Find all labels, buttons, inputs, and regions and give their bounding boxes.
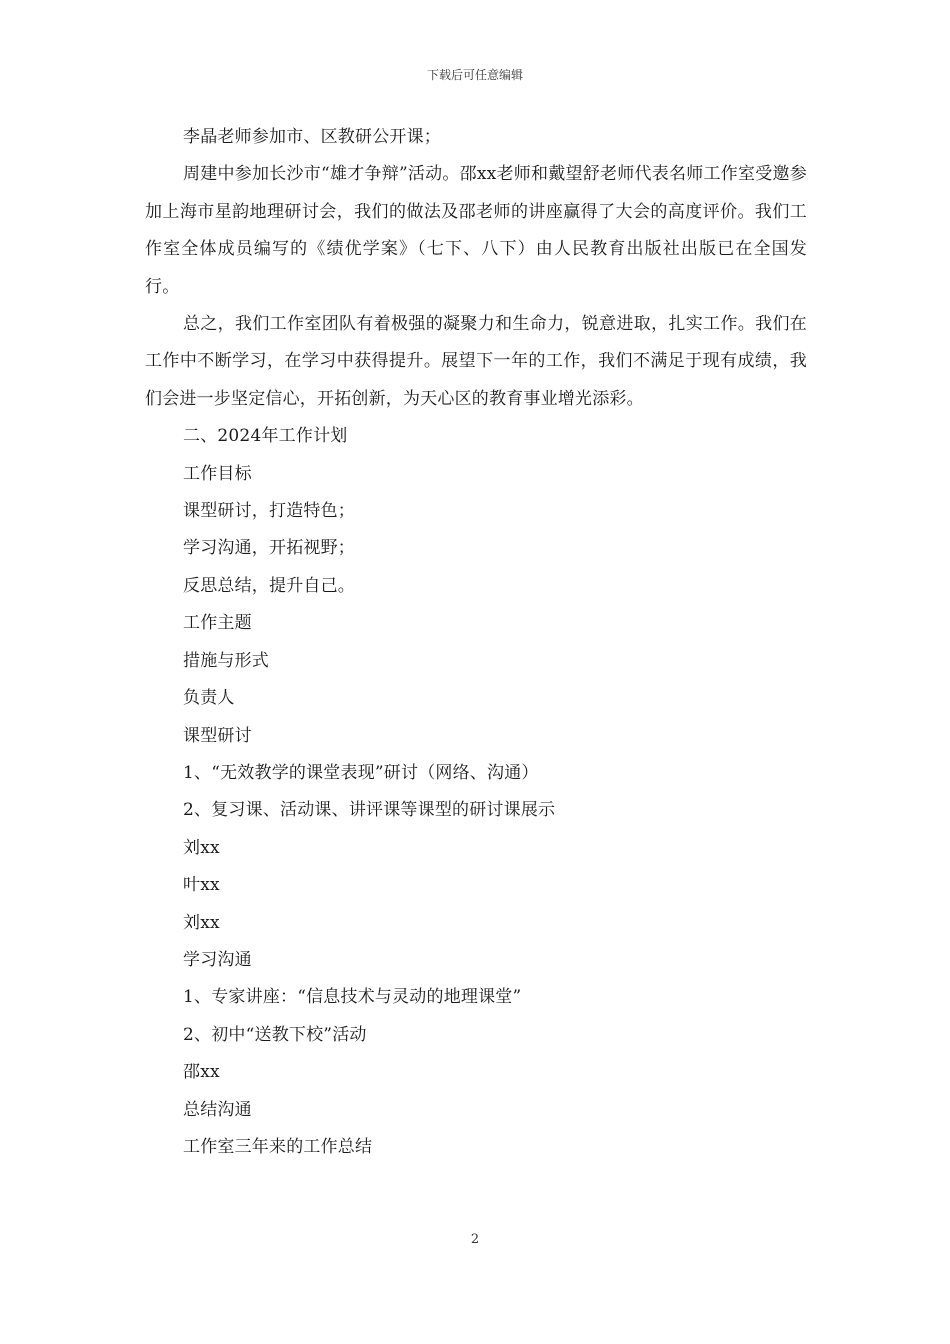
paragraph: 叶xx [183, 875, 220, 896]
paragraph: 工作主题 [183, 613, 252, 634]
paragraph: 措施与形式 [183, 650, 269, 671]
paragraph: 工作目标 [183, 463, 252, 484]
section-heading: 二、2024年工作计划 [183, 426, 348, 447]
paragraph: 李晶老师参加市、区教研公开课； [183, 127, 441, 147]
page-number: 2 [470, 1232, 480, 1247]
paragraph: 2、初中“送教下校”活动 [183, 1024, 367, 1045]
paragraph: 总结沟通 [183, 1099, 252, 1120]
paragraph: 工作室三年来的工作总结 [183, 1136, 373, 1157]
paragraph: 课型研讨，打造特色； [183, 501, 355, 522]
paragraph: 刘xx [183, 912, 220, 933]
paragraph: 学习沟通 [183, 949, 252, 970]
paragraph: 总之，我们工作室团队有着极强的凝聚力和生命力，锐意进取，扎实工作。我们在工作中不断学习，在学习中获得提升。展望下一年的工作，我们不满足于现有成绩，我们会进一步坚定信心，开拓创新，为天心区的教育事业增光添彩。 [145, 314, 807, 409]
page-header: 下载后可任意编辑 [426, 68, 523, 82]
paragraph: 刘xx [183, 837, 220, 858]
paragraph: 邵xx [183, 1062, 220, 1083]
paragraph: 周建中参加长沙市“雄才争辩”活动。邵xx老师和戴望舒老师代表名师工作室受邀参加上海市星韵地理研讨会，我们的做法及邵老师的讲座赢得了大会的高度评价。我们工作室全体成员编写的《绩优学案》（七下、八下）由人民教育出版社出版已在全国发行。 [145, 164, 807, 297]
paragraph: 反思总结，提升自己。 [183, 575, 355, 596]
paragraph: 负责人 [183, 688, 235, 709]
paragraph: 课型研讨 [183, 725, 252, 746]
document-body [145, 119, 807, 1166]
paragraph: 2、复习课、活动课、讲评课等课型的研讨课展示 [183, 800, 556, 821]
paragraph: 1、专家讲座：“信息技术与灵动的地理课堂” [183, 987, 522, 1008]
paragraph: 1、“无效教学的课堂表现”研讨（网络、沟通） [183, 762, 539, 783]
paragraph: 学习沟通，开拓视野； [183, 538, 355, 559]
